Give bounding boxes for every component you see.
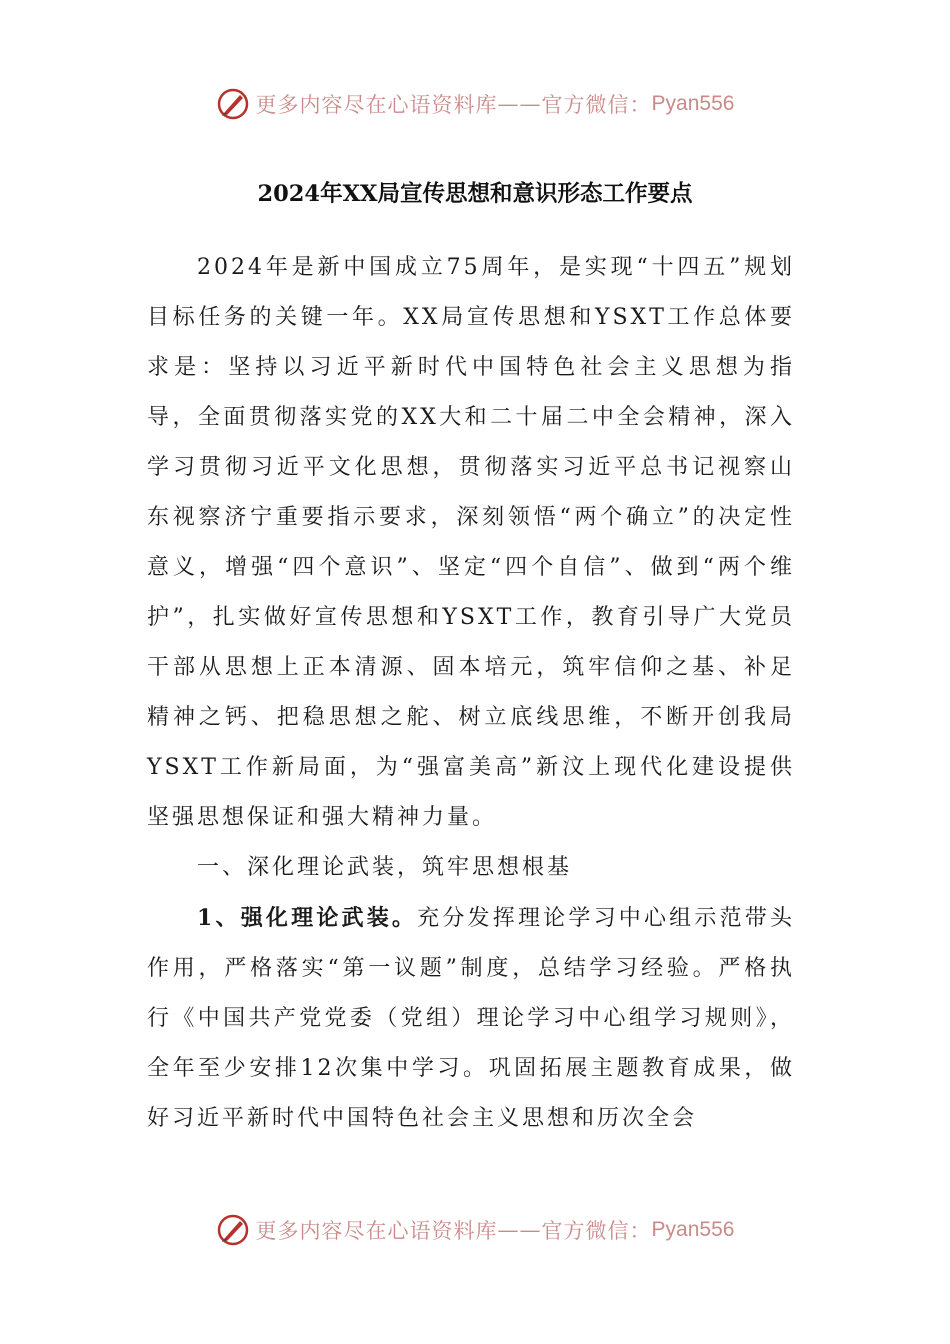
watermark-footer	[0, 1210, 950, 1250]
item-body: 充分发挥理论学习中心组示范带头作用，严格落实“第一议题”制度，总结学习经验。严格执行《中国共产党党委（党组）理论学习中心组学习规则》，全年至少安排12次集中学习。巩固拓展主题教育成果，做好习近平新时代中国特色社会主义思想和历次全会	[147, 906, 795, 1131]
watermark-contact-value: Pyan556	[651, 1218, 735, 1241]
intro-paragraph: 2024年是新中国成立75周年，是实现“十四五”规划目标任务的关键一年。XX局宣传思想和YSXT工作总体要求是：坚持以习近平新时代中国特色社会主义思想为指导，全面贯彻落实党的XX大和二十届二中全会精神，深入学习贯彻习近平文化思想，贯彻落实习近平总书记视察山东视察济宁重要指示要求，深刻领悟“两个确立”的决定性意义，增强“四个意识”、坚定“四个自信”、做到“两个维护”，扎实做好宣传思想和YSXT工作，教育引导广大党员干部从思想上正本清源、固本培元，筑牢信仰之基、补足精神之钙、把稳思想之舵、树立底线思维，不断开创我局YSXT工作新局面，为“强富美高”新汶上现代化建设提供坚强思想保证和强大精神力量。	[147, 255, 795, 830]
watermark-text: 更多内容尽在心语资料库	[255, 1219, 498, 1243]
watermark-text: 更多内容尽在心语资料库	[255, 93, 498, 117]
watermark-dash: ——	[497, 92, 542, 116]
document-body	[147, 243, 795, 1144]
item-paragraph	[147, 893, 795, 1144]
section-heading: 一、深化理论武装，筑牢思想根基	[197, 855, 573, 880]
brush-logo-icon	[216, 87, 250, 121]
brush-logo-icon	[216, 1213, 250, 1247]
watermark-contact-label: 官方微信：	[541, 93, 652, 117]
watermark-contact-label: 官方微信：	[541, 1219, 652, 1243]
document-title: 2024年XX局宣传思想和意识形态工作要点	[257, 181, 693, 207]
watermark-dash: ——	[497, 1218, 542, 1242]
item-title: 1、强化理论武装。	[197, 905, 418, 931]
watermark-contact-value: Pyan556	[651, 92, 735, 115]
watermark-header	[0, 84, 950, 124]
